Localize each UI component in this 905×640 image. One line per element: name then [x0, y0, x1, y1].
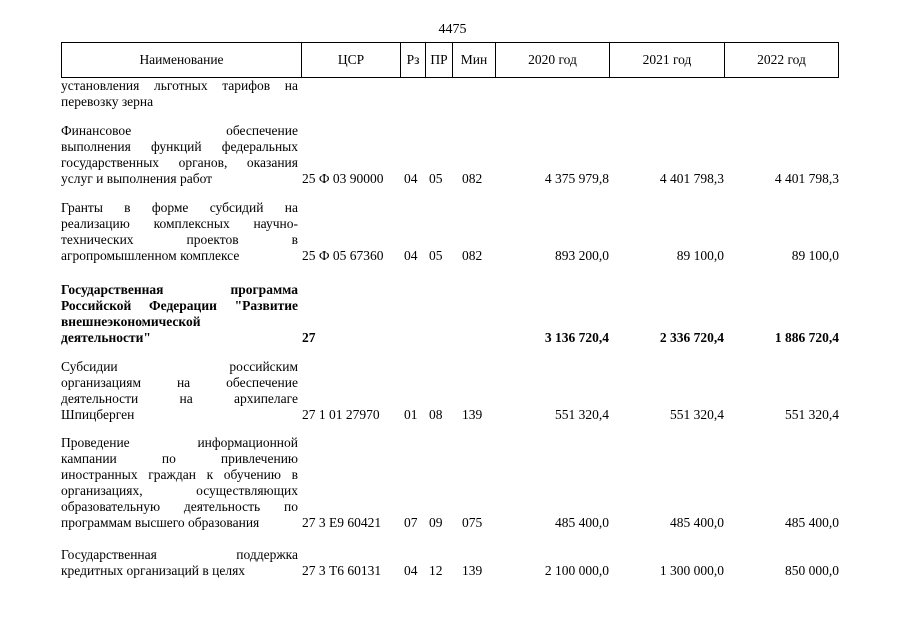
row-name-line: Шпицберген	[61, 407, 135, 422]
row-name	[61, 200, 298, 264]
row-name-line: Государственная программа	[61, 282, 298, 297]
row-name-line: Российской Федерации "Развитие	[61, 298, 298, 313]
page-number: 4475	[438, 22, 467, 37]
row-min: 139	[462, 563, 483, 578]
row-2021: 1 300 000,0	[659, 563, 724, 578]
row-rz: 01	[404, 407, 418, 422]
row-name-line: Проведение информационной	[61, 435, 298, 450]
row-2022: 850 000,0	[785, 563, 839, 578]
row-name-line: организациях, осуществляющих	[61, 483, 298, 498]
row-name-line: агропромышленном комплексе	[61, 248, 240, 263]
row-name-line: деятельности"	[61, 330, 151, 345]
table-header	[61, 42, 839, 78]
row-2021: 485 400,0	[670, 515, 724, 530]
row-name-line: программам высшего образования	[61, 515, 260, 530]
row-name-line: государственных органов, оказания	[61, 155, 298, 170]
row-pr: 05	[429, 248, 443, 263]
row-name-line: установления льготных тарифов на	[61, 78, 298, 93]
row-min: 082	[462, 248, 483, 263]
row-min: 139	[462, 407, 483, 422]
row-rz: 04	[404, 248, 418, 263]
row-name	[61, 78, 298, 110]
row-csr: 25 Ф 05 67360	[302, 248, 384, 263]
row-2020: 2 100 000,0	[544, 563, 609, 578]
row-min: 075	[462, 515, 483, 530]
row-2022: 551 320,4	[785, 407, 839, 422]
row-csr: 27	[302, 330, 316, 345]
row-pr: 08	[429, 407, 443, 422]
row-pr: 09	[429, 515, 443, 530]
row-name-line: Финансовое обеспечение	[61, 123, 298, 138]
header-2021: 2021 год	[610, 43, 725, 77]
header-pr: ПР	[426, 43, 453, 77]
row-2021: 551 320,4	[670, 407, 724, 422]
row-name-line: организациям на обеспечение	[61, 375, 298, 390]
row-min: 082	[462, 171, 483, 186]
row-name-line: Государственная поддержка	[61, 547, 298, 562]
row-2020: 893 200,0	[555, 248, 609, 263]
row-2020: 485 400,0	[555, 515, 609, 530]
header-2022: 2022 год	[757, 52, 806, 67]
row-csr: 25 Ф 03 90000	[302, 171, 384, 186]
header-csr: ЦСР	[302, 43, 401, 77]
row-2020: 4 375 979,8	[544, 171, 609, 186]
row-rz: 04	[404, 171, 418, 186]
row-name	[61, 123, 298, 187]
row-name-line: услуг и выполнения работ	[61, 171, 213, 186]
row-csr: 27 3 Т6 60131	[302, 563, 382, 578]
row-name	[61, 282, 298, 346]
header-2020: 2020 год	[496, 43, 610, 77]
row-2022: 89 100,0	[791, 248, 839, 263]
row-name	[61, 435, 298, 531]
row-rz: 04	[404, 563, 418, 578]
header-name: Наименование	[62, 43, 302, 77]
row-csr: 27 1 01 27970	[302, 407, 380, 422]
row-name	[61, 359, 298, 423]
header-rz: Рз	[401, 43, 426, 77]
row-name-line: Субсидии российским	[61, 359, 298, 374]
row-2022: 4 401 798,3	[774, 171, 839, 186]
row-2021: 89 100,0	[676, 248, 724, 263]
row-name-line: образовательную деятельность по	[61, 499, 298, 514]
row-name-line: деятельности на архипелаге	[61, 391, 298, 406]
row-name-line: кредитных организаций в целях	[61, 563, 246, 578]
row-2020: 3 136 720,4	[544, 330, 609, 345]
row-2021: 4 401 798,3	[659, 171, 724, 186]
row-2022: 1 886 720,4	[774, 330, 839, 345]
row-name-line: Гранты в форме субсидий на	[61, 200, 298, 215]
row-pr: 05	[429, 171, 443, 186]
row-name	[61, 547, 298, 579]
row-csr: 27 3 Е9 60421	[302, 515, 382, 530]
row-2020: 551 320,4	[555, 407, 609, 422]
row-rz: 07	[404, 515, 418, 530]
row-name-line: технических проектов в	[61, 232, 298, 247]
row-2021: 2 336 720,4	[659, 330, 724, 345]
row-name-line: перевозку зерна	[61, 94, 154, 109]
row-name-line: кампании по привлечению	[61, 451, 298, 466]
row-name-line: выполнения функций федеральных	[61, 139, 298, 154]
row-name-line: внешнеэкономической	[61, 314, 201, 329]
row-2022: 485 400,0	[785, 515, 839, 530]
header-min: Мин	[453, 43, 496, 77]
row-pr: 12	[429, 563, 443, 578]
row-name-line: реализацию комплексных научно-	[61, 216, 298, 231]
row-name-line: иностранных граждан к обучению в	[61, 467, 298, 482]
